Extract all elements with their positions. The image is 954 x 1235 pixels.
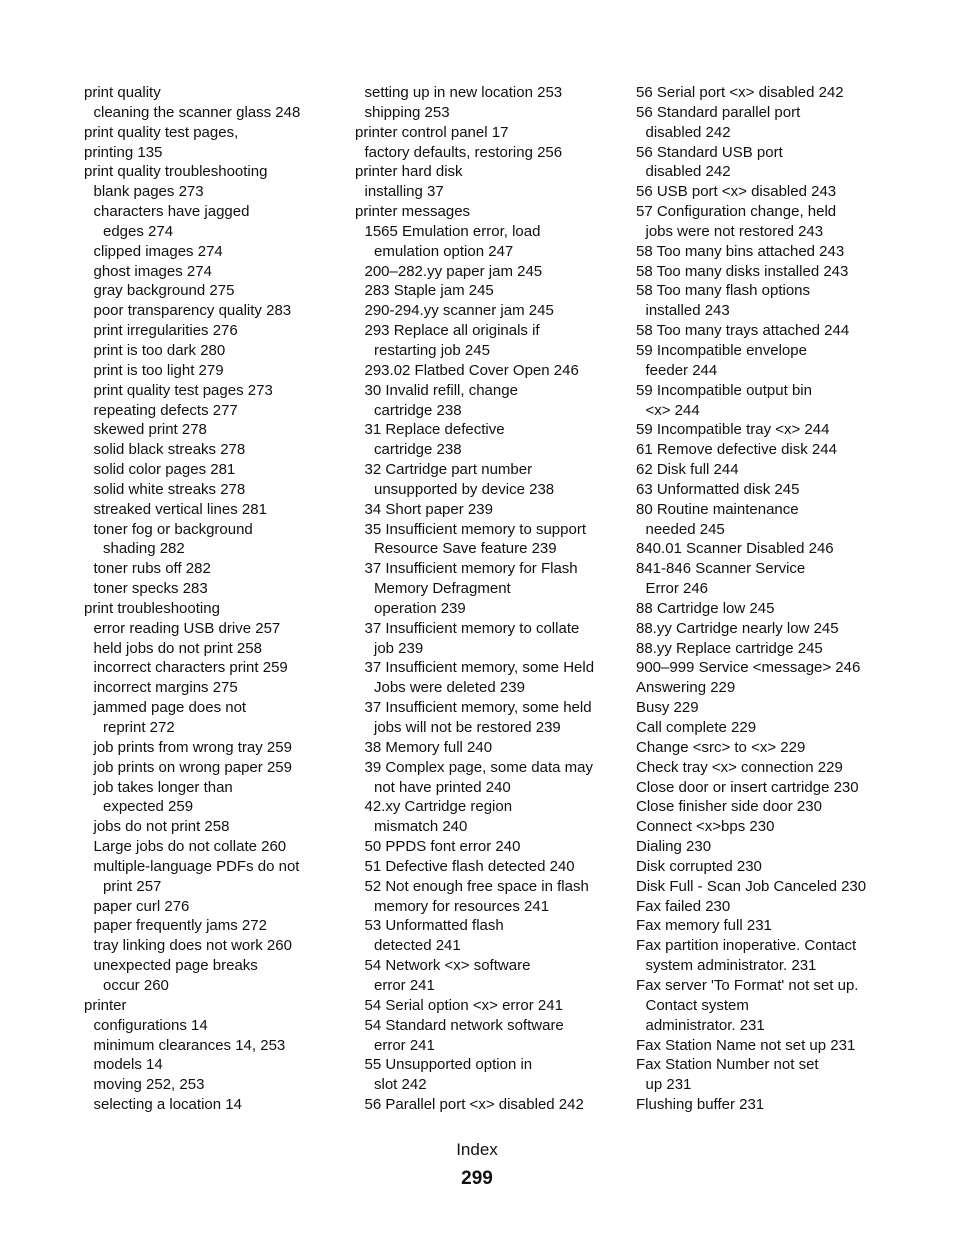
index-entry: job 239	[374, 639, 424, 657]
index-entry: 34 Short paper 239	[364, 500, 493, 518]
index-entry: emulation option 247	[374, 242, 514, 260]
index-entry: shipping 253	[364, 103, 450, 121]
index-entry: Fax server 'To Format' not set up.	[636, 976, 859, 994]
index-entry: incorrect characters print 259	[93, 659, 288, 677]
index-entry: 52 Not enough free space in flash	[364, 877, 589, 895]
index-entry: incorrect margins 275	[93, 679, 238, 697]
index-entry: Answering 229	[636, 679, 736, 697]
index-entry: Jobs were deleted 239	[374, 679, 525, 697]
index-entry: 88 Cartridge low 245	[636, 599, 775, 617]
index-entry: print irregularities 276	[93, 322, 238, 340]
index-entry: toner specks 283	[93, 580, 208, 598]
index-entry: gray background 275	[93, 282, 235, 300]
index-entry: 37 Insufficient memory, some Held	[364, 659, 595, 677]
index-entry: detected 241	[374, 937, 461, 955]
index-column-3	[636, 83, 866, 1115]
index-entry: jobs will not be restored 239	[374, 719, 561, 736]
index-entry: 290-294.yy scanner jam 245	[364, 302, 554, 320]
index-entry: jobs do not print 258	[93, 818, 230, 836]
index-entry: Flushing buffer 231	[636, 1096, 765, 1114]
index-entry: jobs were not restored 243	[645, 222, 824, 240]
index-entry: 59 Incompatible tray <x> 244	[636, 421, 830, 439]
index-entry: edges 274	[103, 222, 174, 240]
index-entry: error reading USB drive 257	[93, 619, 281, 637]
index-entry: job takes longer than	[93, 778, 233, 796]
index-entry: 200–282.yy paper jam 245	[364, 262, 543, 280]
index-entry: mismatch 240	[374, 818, 468, 836]
index-entry: 58 Too many disks installed 243	[636, 262, 849, 280]
index-entry: 37 Insufficient memory, some held	[364, 699, 592, 717]
index-entry: Fax memory full 231	[636, 917, 772, 935]
index-entry: 50 PPDS font error 240	[364, 838, 521, 856]
index-entry: 88.yy Replace cartridge 245	[636, 639, 823, 657]
index-entry: administrator. 231	[645, 1016, 765, 1034]
index-entry: error 241	[374, 976, 435, 994]
index-entry: installing 37	[364, 183, 444, 201]
index-entry: repeating defects 277	[93, 401, 238, 419]
index-column-1	[84, 83, 300, 1115]
index-entry: paper curl 276	[93, 897, 190, 915]
index-entry: print is too dark 280	[93, 341, 226, 359]
index-entry: print troubleshooting	[84, 599, 220, 617]
index-entry: 42.xy Cartridge region	[364, 798, 513, 816]
index-entry: 56 Standard USB port	[636, 143, 783, 161]
index-entry: 54 Standard network software	[364, 1016, 564, 1034]
index-entry: slot 242	[374, 1076, 427, 1094]
index-entry: selecting a location 14	[93, 1096, 242, 1114]
index-entry: 58 Too many bins attached 243	[636, 242, 845, 260]
index-entry: moving 252, 253	[93, 1076, 205, 1094]
index-entry: poor transparency quality 283	[93, 302, 292, 320]
index-entry: printer hard disk	[355, 163, 463, 181]
index-entry: solid white streaks 278	[93, 480, 246, 498]
index-entry: Fax partition inoperative. Contact	[636, 937, 857, 955]
index-entry: Change <src> to <x> 229	[636, 738, 806, 756]
index-entry: Check tray <x> connection 229	[636, 758, 843, 776]
index-entry: toner rubs off 282	[93, 560, 211, 578]
index-entry: clipped images 274	[93, 242, 223, 260]
index-entry: 56 USB port <x> disabled 243	[636, 183, 837, 201]
index-entry: 58 Too many trays attached 244	[636, 322, 850, 340]
index-entry: error 241	[374, 1036, 435, 1054]
index-entry: 38 Memory full 240	[364, 738, 493, 756]
index-entry: 88.yy Cartridge nearly low 245	[636, 619, 839, 637]
index-entry: 57 Configuration change, held	[636, 203, 837, 221]
index-entry: 59 Incompatible envelope	[636, 341, 807, 359]
index-entry: 35 Insufficient memory to support	[364, 520, 586, 538]
index-entry: tray linking does not work 260	[93, 937, 292, 955]
index-entry: 53 Unformatted flash	[364, 917, 504, 935]
index-entry: 62 Disk full 244	[636, 461, 739, 479]
index-entry: streaked vertical lines 281	[93, 500, 267, 518]
index-entry: 293.02 Flatbed Cover Open 246	[364, 361, 579, 379]
index-entry: 841-846 Scanner Service	[636, 560, 806, 578]
index-entry: restarting job 245	[374, 341, 490, 359]
index-entry: print quality test pages,	[84, 123, 239, 141]
index-entry: 63 Unformatted disk 245	[636, 480, 800, 498]
index-entry: 56 Standard parallel port	[636, 103, 801, 121]
index-entry: 37 Insufficient memory for Flash	[364, 560, 578, 578]
index-entry: 56 Parallel port <x> disabled 242	[364, 1096, 584, 1114]
index-entry: 55 Unsupported option in	[364, 1056, 533, 1074]
index-entry: multiple-language PDFs do not	[93, 857, 300, 875]
index-entry: characters have jagged	[93, 203, 250, 221]
index-entry: 59 Incompatible output bin	[636, 381, 812, 399]
index-entry: print quality test pages 273	[93, 381, 273, 399]
index-entry: Fax Station Name not set up 231	[636, 1036, 856, 1054]
index-entry: printer	[84, 996, 127, 1014]
index-entry: needed 245	[645, 520, 725, 538]
index-entry: cartridge 238	[374, 441, 462, 459]
index-entry: 56 Serial port <x> disabled 242	[636, 84, 844, 101]
index-entry: Close finisher side door 230	[636, 798, 822, 816]
index-entry: feeder 244	[645, 361, 718, 379]
index-entry: occur 260	[103, 976, 169, 994]
index-entry: not have printed 240	[374, 778, 511, 796]
index-entry: Large jobs do not collate 260	[93, 838, 287, 856]
index-entry: solid color pages 281	[93, 461, 236, 479]
index-entry: Memory Defragment	[374, 580, 511, 598]
index-entry: Fax Station Number not set	[636, 1056, 819, 1074]
index-entry: 840.01 Scanner Disabled 246	[636, 540, 834, 558]
index-entry: 1565 Emulation error, load	[364, 222, 541, 240]
index-entry: minimum clearances 14, 253	[93, 1036, 286, 1054]
index-entry: paper frequently jams 272	[93, 917, 267, 935]
index-entry: 39 Complex page, some data may	[364, 758, 593, 776]
page-number: 299	[461, 1168, 493, 1189]
index-entry: Fax failed 230	[636, 897, 731, 915]
index-entry: Disk corrupted 230	[636, 857, 762, 875]
index-entry: disabled 242	[645, 123, 731, 141]
index-entry: printing 135	[84, 143, 163, 161]
index-entry: <x> 244	[645, 401, 700, 419]
index-entry: print 257	[103, 877, 162, 895]
index-entry: 293 Replace all originals if	[364, 322, 540, 340]
index-entry: expected 259	[103, 798, 194, 816]
index-entry: 58 Too many flash options	[636, 282, 811, 300]
index-entry: operation 239	[374, 599, 466, 617]
index-entry: unsupported by device 238	[374, 480, 555, 498]
index-entry: unexpected page breaks	[93, 957, 258, 975]
index-entry: cartridge 238	[374, 401, 462, 419]
index-entry: factory defaults, restoring 256	[364, 143, 563, 161]
index-entry: installed 243	[645, 302, 730, 320]
index-entry: cleaning the scanner glass 248	[93, 103, 301, 121]
index-entry: configurations 14	[93, 1016, 208, 1034]
index-entry: setting up in new location 253	[364, 84, 563, 101]
index-entry: shading 282	[103, 540, 185, 558]
index-entry: held jobs do not print 258	[93, 639, 262, 657]
index-entry: reprint 272	[103, 719, 175, 736]
index-entry: print is too light 279	[93, 361, 224, 379]
index-entry: Disk Full - Scan Job Canceled 230	[636, 877, 867, 895]
index-entry: 283 Staple jam 245	[364, 282, 494, 300]
index-entry: models 14	[93, 1056, 163, 1074]
index-entry: Error 246	[645, 580, 709, 598]
index-entry: 32 Cartridge part number	[364, 461, 533, 479]
index-entry: ghost images 274	[93, 262, 212, 280]
index-entry: 51 Defective flash detected 240	[364, 857, 575, 875]
index-entry: jammed page does not	[93, 699, 247, 717]
index-entry: solid black streaks 278	[93, 441, 246, 459]
index-entry: Contact system	[645, 996, 749, 1014]
index-entry: toner fog or background	[93, 520, 253, 538]
index-entry: 900–999 Service <message> 246	[636, 659, 861, 677]
index-entry: 80 Routine maintenance	[636, 500, 799, 518]
index-entry: Close door or insert cartridge 230	[636, 778, 859, 796]
index-entry: print quality troubleshooting	[84, 163, 268, 181]
index-entry: job prints on wrong paper 259	[93, 758, 292, 776]
index-entry: Call complete 229	[636, 719, 757, 736]
index-entry: disabled 242	[645, 163, 731, 181]
index-entry: 54 Serial option <x> error 241	[364, 996, 563, 1014]
footer-section-title: Index	[456, 1140, 498, 1159]
index-entry: Connect <x>bps 230	[636, 818, 775, 836]
index-entry: memory for resources 241	[374, 897, 550, 915]
index-entry: 37 Insufficient memory to collate	[364, 619, 580, 637]
index-entry: 61 Remove defective disk 244	[636, 441, 837, 459]
index-column-2	[355, 83, 594, 1115]
index-entry: Resource Save feature 239	[374, 540, 557, 558]
index-entry: printer messages	[355, 203, 471, 221]
index-entry: Dialing 230	[636, 838, 712, 856]
index-entry: blank pages 273	[93, 183, 204, 201]
index-entry: 30 Invalid refill, change	[364, 381, 518, 399]
index-entry: job prints from wrong tray 259	[93, 738, 292, 756]
index-entry: 54 Network <x> software	[364, 957, 531, 975]
index-entry: printer control panel 17	[355, 123, 509, 141]
index-entry: system administrator. 231	[645, 957, 817, 975]
index-entry: skewed print 278	[93, 421, 207, 439]
index-entry: 31 Replace defective	[364, 421, 505, 439]
index-entry: Busy 229	[636, 699, 699, 717]
index-entry: up 231	[645, 1076, 692, 1094]
index-entry: print quality	[84, 84, 161, 101]
